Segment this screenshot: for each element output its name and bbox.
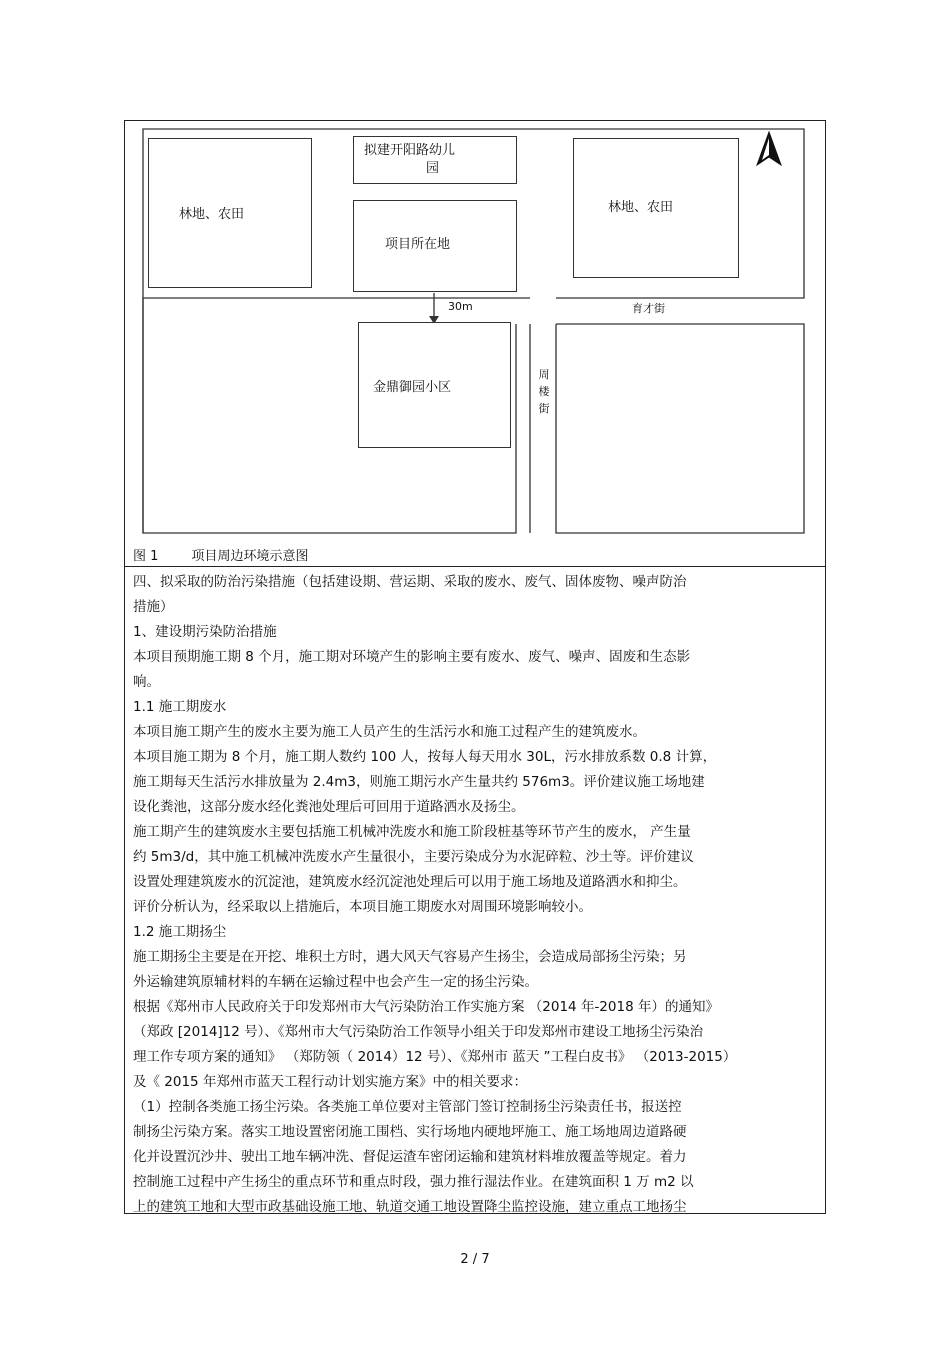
project-site-label: 项目所在地 [385,237,451,252]
woodland-left-plot [148,138,312,288]
text-line: （郑政 [2014]12 号）、《郑州市大气污染防治工作领导小组关于印发郑州市建设工地扬尘污染治 [133,1024,704,1040]
text-line: 及《 2015 年郑州市蓝天工程行动计划实施方案》中的相关要求： [133,1074,527,1090]
text-line: 化并设置沉沙井、驶出工地车辆冲洗、督促运渣车密闭运输和建筑材料堆放覆盖等规定。着力 [133,1149,687,1165]
text-line: 施工期扬尘主要是在开挖、堆积土方时，遇大风天气容易产生扬尘，会造成局部扬尘污染；另 [133,949,687,965]
table-divider [124,566,826,567]
text-line: 评价分析认为，经采取以上措施后，本项目施工期废水对周围环境影响较小。 [133,899,592,915]
woodland-left-label: 林地、农田 [179,207,245,222]
text-line: 施工期产生的建筑废水主要包括施工机械冲洗废水和施工阶段桩基等环节产生的废水， 产生量 [133,824,691,840]
text-line: 本项目预期施工期 8 个月，施工期对环境产生的影响主要有废水、废气、噪声、固废和生态影 [133,649,691,665]
project-site-plot [353,200,517,292]
figure-caption: 图 1 项目周边环境示意图 [133,549,309,564]
woodland-right-plot [573,138,739,278]
text-line: 外运输建筑原辅材料的车辆在运输过程中也会产生一定的扬尘污染。 [133,974,538,990]
text-line: 四、拟采取的防治污染措施（包括建设期、营运期、采取的废水、废气、固体废物、噪声防治 [133,574,687,590]
text-line: 根据《郑州市人民政府关于印发郑州市大气污染防治工作实施方案 （2014 年-2018 年）的通知》 [133,999,719,1015]
text-line: 设置处理建筑废水的沉淀池，建筑废水经沉淀池处理后可以用于施工场地及道路洒水和抑尘。 [133,874,687,890]
jinding-community-plot [358,322,511,448]
text-line: 1.1 施工期废水 [133,699,227,715]
site-map [142,128,810,534]
text-line: （1）控制各类施工扬尘污染。各类施工单位要对主管部门签订控制扬尘污染责任书，报送控 [133,1099,682,1115]
text-line: 1.2 施工期扬尘 [133,924,227,940]
jinding-community-label: 金鼎御园小区 [373,380,452,395]
kindergarten-label-line2: 园 [426,161,440,176]
page-number: 2 / 7 [460,1252,490,1267]
text-line: 施工期每天生活污水排放量为 2.4m3，则施工期污水产生量共约 576m3。评价建议施工场地建 [133,774,705,790]
text-line: 本项目施工期为 8 个月，施工期人数约 100 人，按每人每天用水 30L，污水排放系数 0.8 计算， [133,749,717,765]
text-line: 措施） [133,599,174,615]
zhoulou-street-label: 周 楼 街 [538,368,550,415]
text-line: 约 5m3/d，其中施工机械冲洗废水产生量很小，主要污染成分为水泥碎粒、沙土等。评价建议 [133,849,694,865]
yucai-street-label: 育才街 [632,302,665,315]
text-line: 1、建设期污染防治措施 [133,624,277,640]
text-line: 设化粪池，这部分废水经化粪池处理后可回用于道路洒水及扬尘。 [133,799,525,815]
kindergarten-label-line1: 拟建开阳路幼儿 [364,143,456,158]
body-text [133,570,817,1220]
text-line: 上的建筑工地和大型市政基础设施工地、轨道交通工地设置降尘监控设施，建立重点工地扬尘 [133,1199,687,1215]
text-line: 控制施工过程中产生扬尘的重点环节和重点时段，强力推行湿法作业。在建筑面积 1 万 m2 以 [133,1174,694,1190]
text-line: 理工作专项方案的通知》 （郑防领（ 2014）12 号）、《郑州市 蓝天 ”工程白皮书》 （2013-2015） [133,1049,737,1065]
text-line: 响。 [133,674,160,690]
text-line: 本项目施工期产生的废水主要为施工人员产生的生活污水和施工过程产生的建筑废水。 [133,724,646,740]
woodland-right-label: 林地、农田 [608,200,674,215]
text-line: 制扬尘污染方案。落实工地设置密闭施工围档、实行场地内硬地坪施工、施工场地周边道路硬 [133,1124,687,1140]
kindergarten-plot [353,136,517,184]
distance-label: 30m [448,300,473,313]
